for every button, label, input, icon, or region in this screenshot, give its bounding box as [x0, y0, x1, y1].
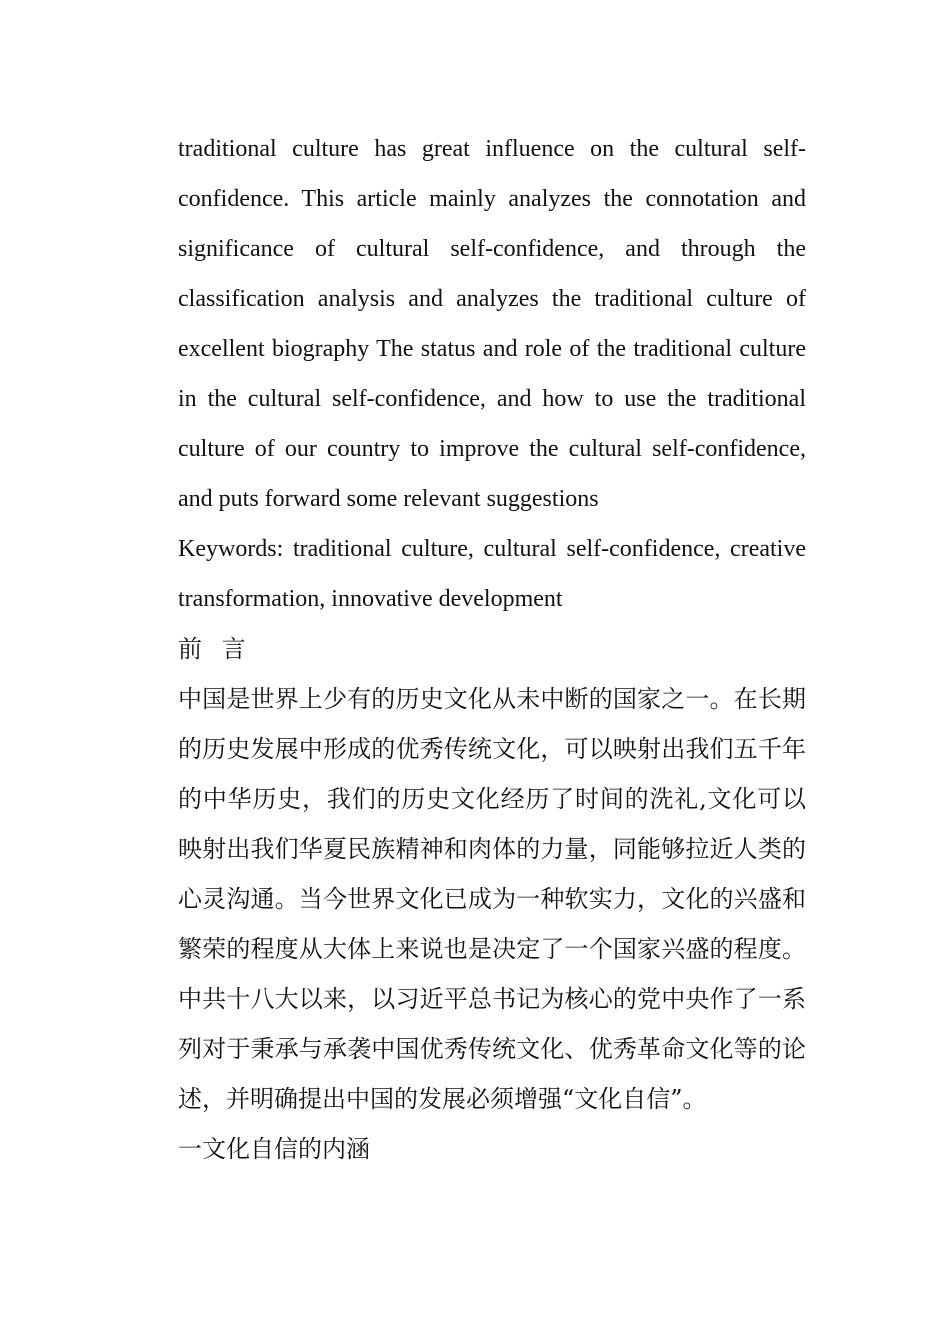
preface-body-paragraph: 中国是世界上少有的历史文化从未中断的国家之一。在长期的历史发展中形成的优秀传统文化，可以映射出我们五千年的中华历史，我们的历史文化经历了时间的洗礼,文化可以映射出我们华夏民族精神和肉体的力量，同能够拉近人类的心灵沟通。当今世界文化已成为一种软实力，文化的兴盛和繁荣的程度从大体上来说也是决定了一个国家兴盛的程度。中共十八大以来，以习近平总书记为核心的党中央作了一系列对于秉承与承袭中国优秀传统文化、优秀革命文化等的论述，并明确提出中国的发展必须增强“文化自信”。	[178, 685, 806, 1113]
preface-heading: 前 言	[178, 635, 252, 663]
abstract-english-paragraph: traditional culture has great influence on the cultural self-confidence. This article mainly analyzes the connotation and significance of cultural self-confidence, and through the classification analysis and analyzes the traditional culture of excellent biography The status and role of the traditional culture in the cultural self-confidence, and how to use the traditional culture of our country to improve the cultural self-confidence, and puts forward some relevant suggestions	[178, 136, 806, 512]
section-1-heading: 一文化自信的内涵	[178, 1135, 370, 1163]
keywords-english-paragraph: Keywords: traditional culture, cultural self-confidence, creative transformation, innovative development	[178, 536, 806, 612]
document-page	[178, 124, 806, 1174]
